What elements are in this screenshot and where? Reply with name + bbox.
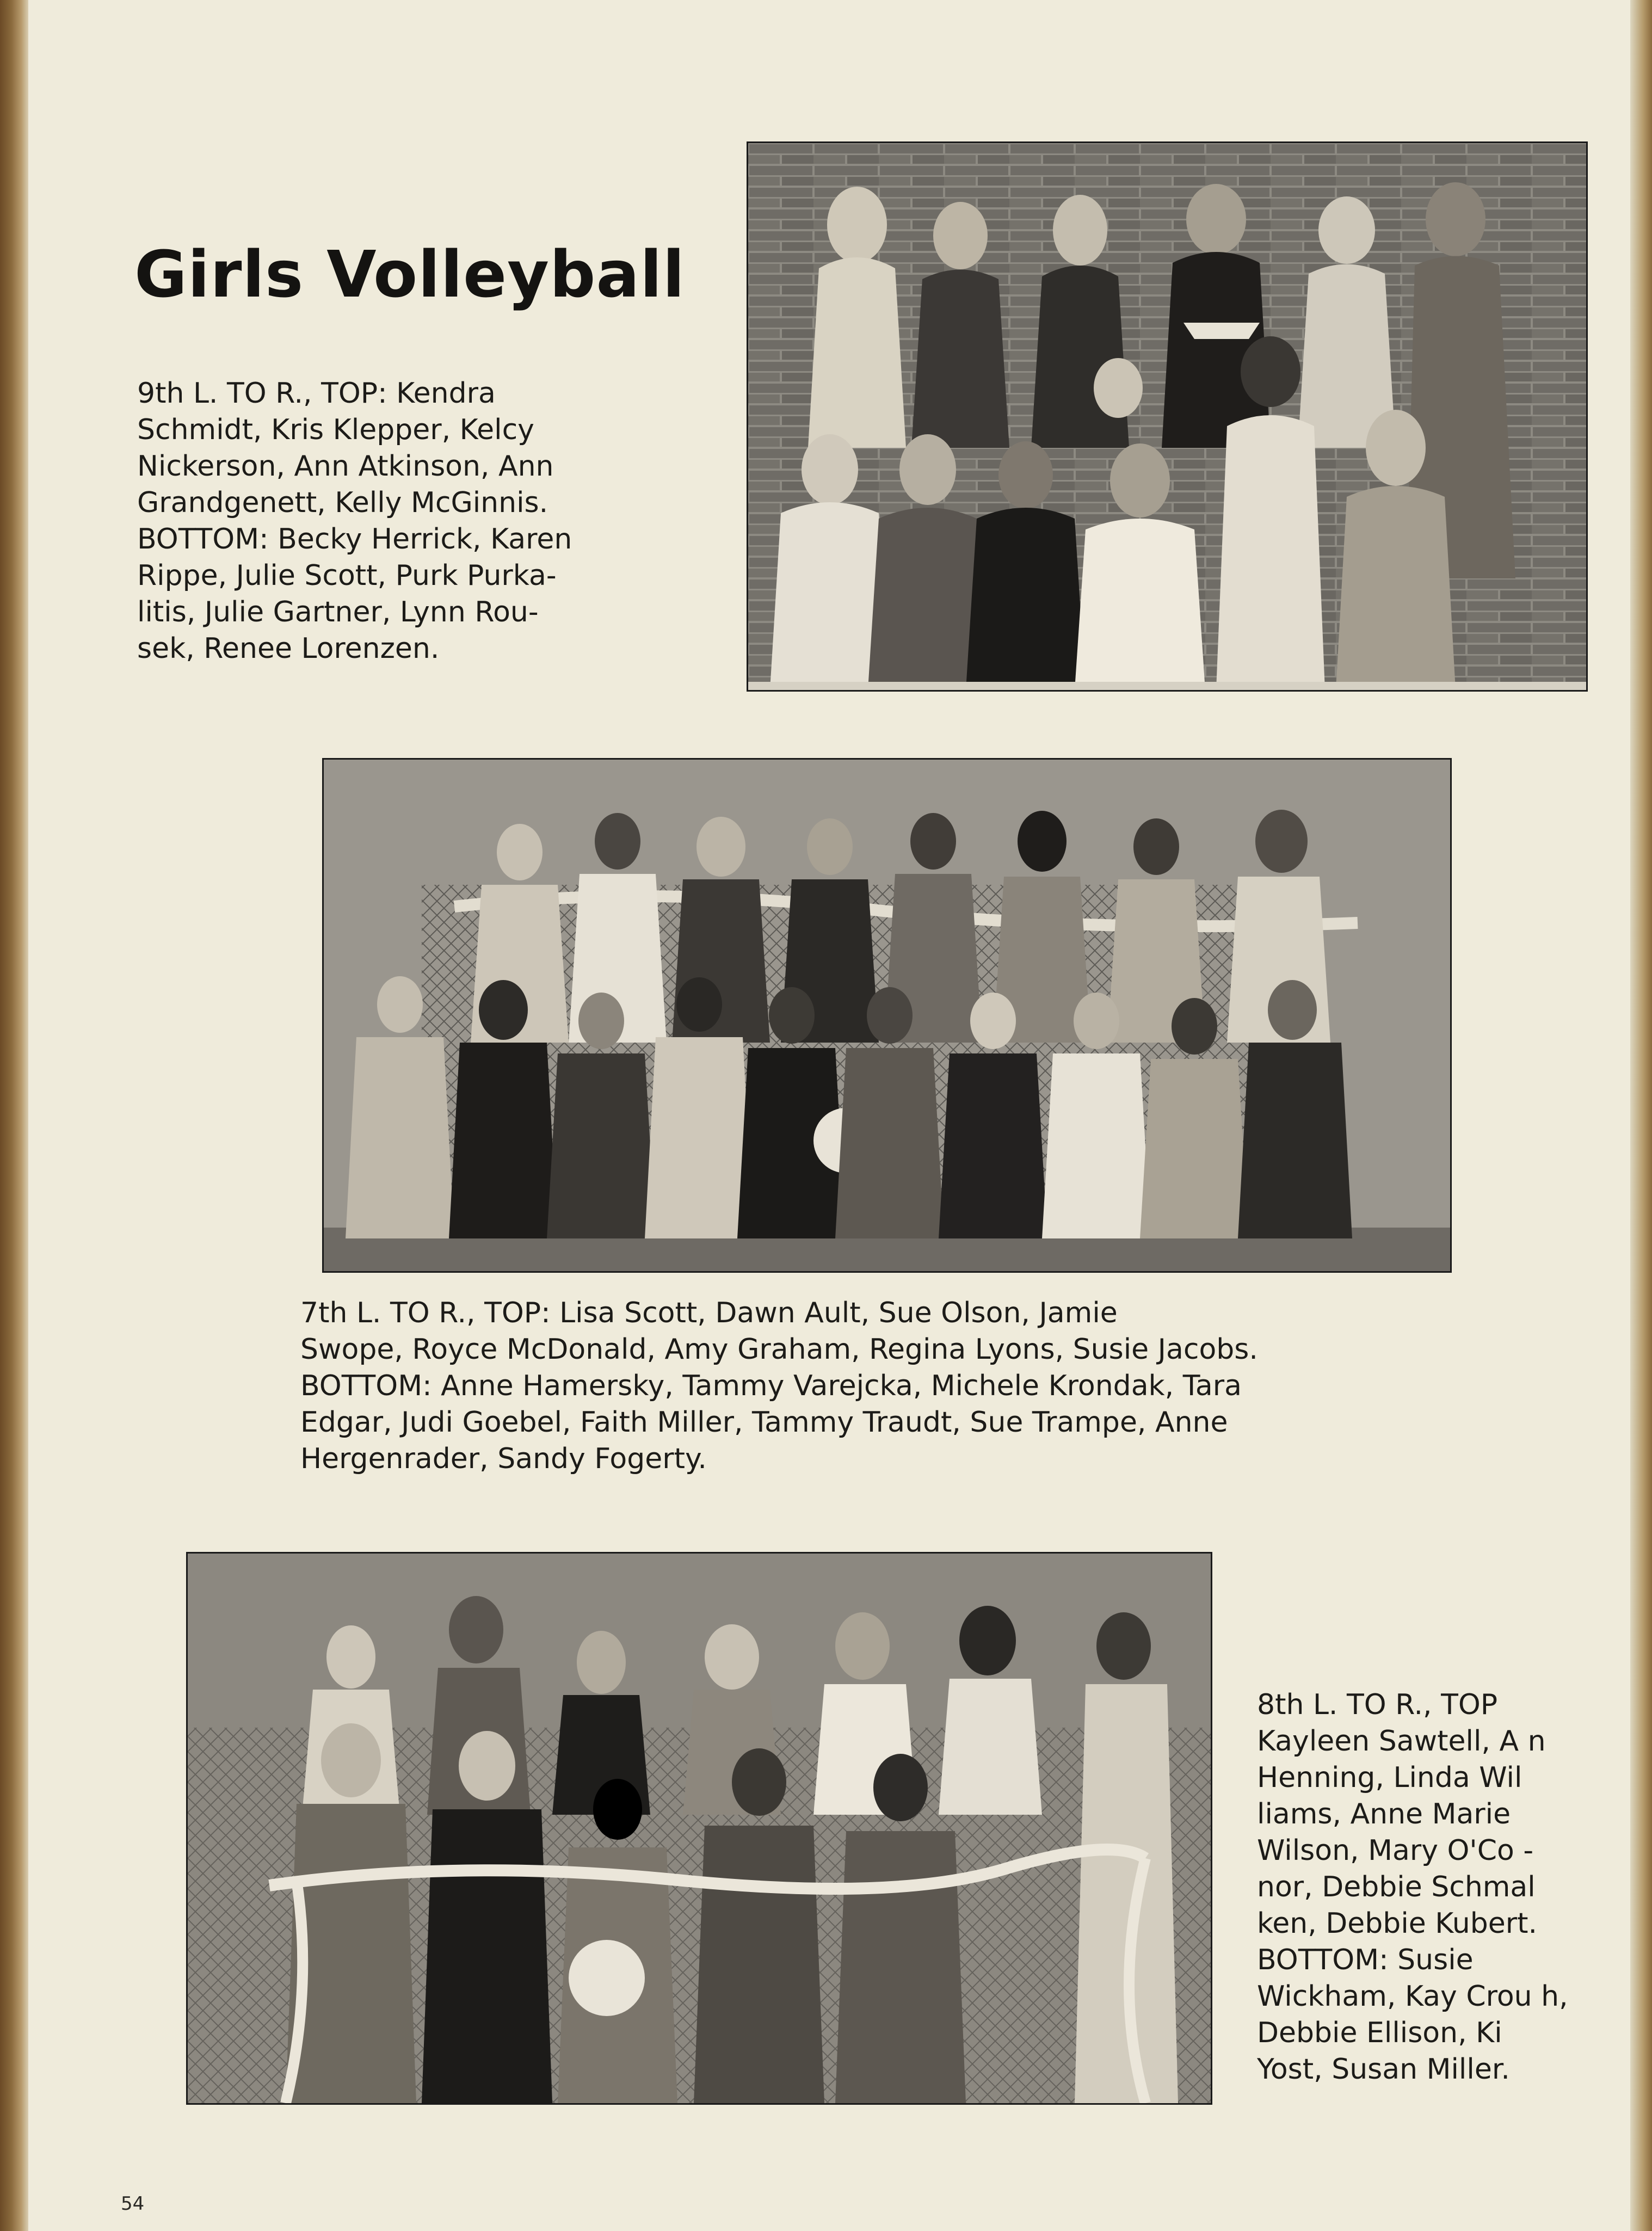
- caption-line: Hergenrader, Sandy Fogerty.: [300, 1443, 707, 1475]
- caption-line: BOTTOM: Becky Herrick, Karen: [137, 523, 572, 556]
- caption-line: ken, Debbie Kubert.: [1257, 1907, 1538, 1940]
- caption-eighth-grade: [1257, 1687, 1568, 2088]
- caption-line: 8th L. TO R., TOP: [1257, 1688, 1498, 1721]
- page-number: 54: [121, 2193, 145, 2215]
- book-spine-shadow: [0, 0, 28, 2231]
- caption-line: 9th L. TO R., TOP: Kendra: [137, 377, 496, 410]
- caption-line: Henning, Linda Wil: [1257, 1761, 1522, 1794]
- yearbook-page: [28, 0, 1630, 2231]
- caption-line: Rippe, Julie Scott, Purk Purka-: [137, 559, 557, 592]
- caption-line: nor, Debbie Schmal: [1257, 1871, 1536, 1903]
- caption-line: Nickerson, Ann Atkinson, Ann: [137, 450, 554, 483]
- caption-line: Yost, Susan Miller.: [1257, 2053, 1510, 2086]
- caption-line: Debbie Ellison, Ki: [1257, 2017, 1502, 2049]
- page-title: Girls Volleyball: [134, 237, 686, 312]
- caption-line: litis, Julie Gartner, Lynn Rou-: [137, 596, 539, 628]
- caption-ninth-grade: [137, 375, 572, 667]
- ninth-grade-team-photo: [747, 141, 1588, 692]
- page-edge-shadow: [1630, 0, 1652, 2231]
- caption-seventh-grade: [300, 1295, 1258, 1477]
- caption-line: Wickham, Kay Crou h,: [1257, 1980, 1568, 2013]
- caption-line: Schmidt, Kris Klepper, Kelcy: [137, 414, 534, 446]
- caption-line: Edgar, Judi Goebel, Faith Miller, Tammy Traudt, Sue Trampe, Anne: [300, 1406, 1228, 1439]
- caption-line: Swope, Royce McDonald, Amy Graham, Regina Lyons, Susie Jacobs.: [300, 1333, 1258, 1366]
- caption-line: liams, Anne Marie: [1257, 1798, 1511, 1831]
- caption-line: BOTTOM: Susie: [1257, 1944, 1474, 1976]
- caption-line: Grandgenett, Kelly McGinnis.: [137, 486, 548, 519]
- eighth-grade-team-photo: [186, 1552, 1212, 2105]
- seventh-grade-team-photo: [322, 758, 1452, 1273]
- caption-line: 7th L. TO R., TOP: Lisa Scott, Dawn Ault, Sue Olson, Jamie: [300, 1297, 1118, 1329]
- caption-line: Wilson, Mary O'Co -: [1257, 1834, 1534, 1867]
- caption-line: Kayleen Sawtell, A n: [1257, 1725, 1546, 1758]
- caption-line: sek, Renee Lorenzen.: [137, 632, 440, 665]
- caption-line: BOTTOM: Anne Hamersky, Tammy Varejcka, Michele Krondak, Tara: [300, 1370, 1242, 1402]
